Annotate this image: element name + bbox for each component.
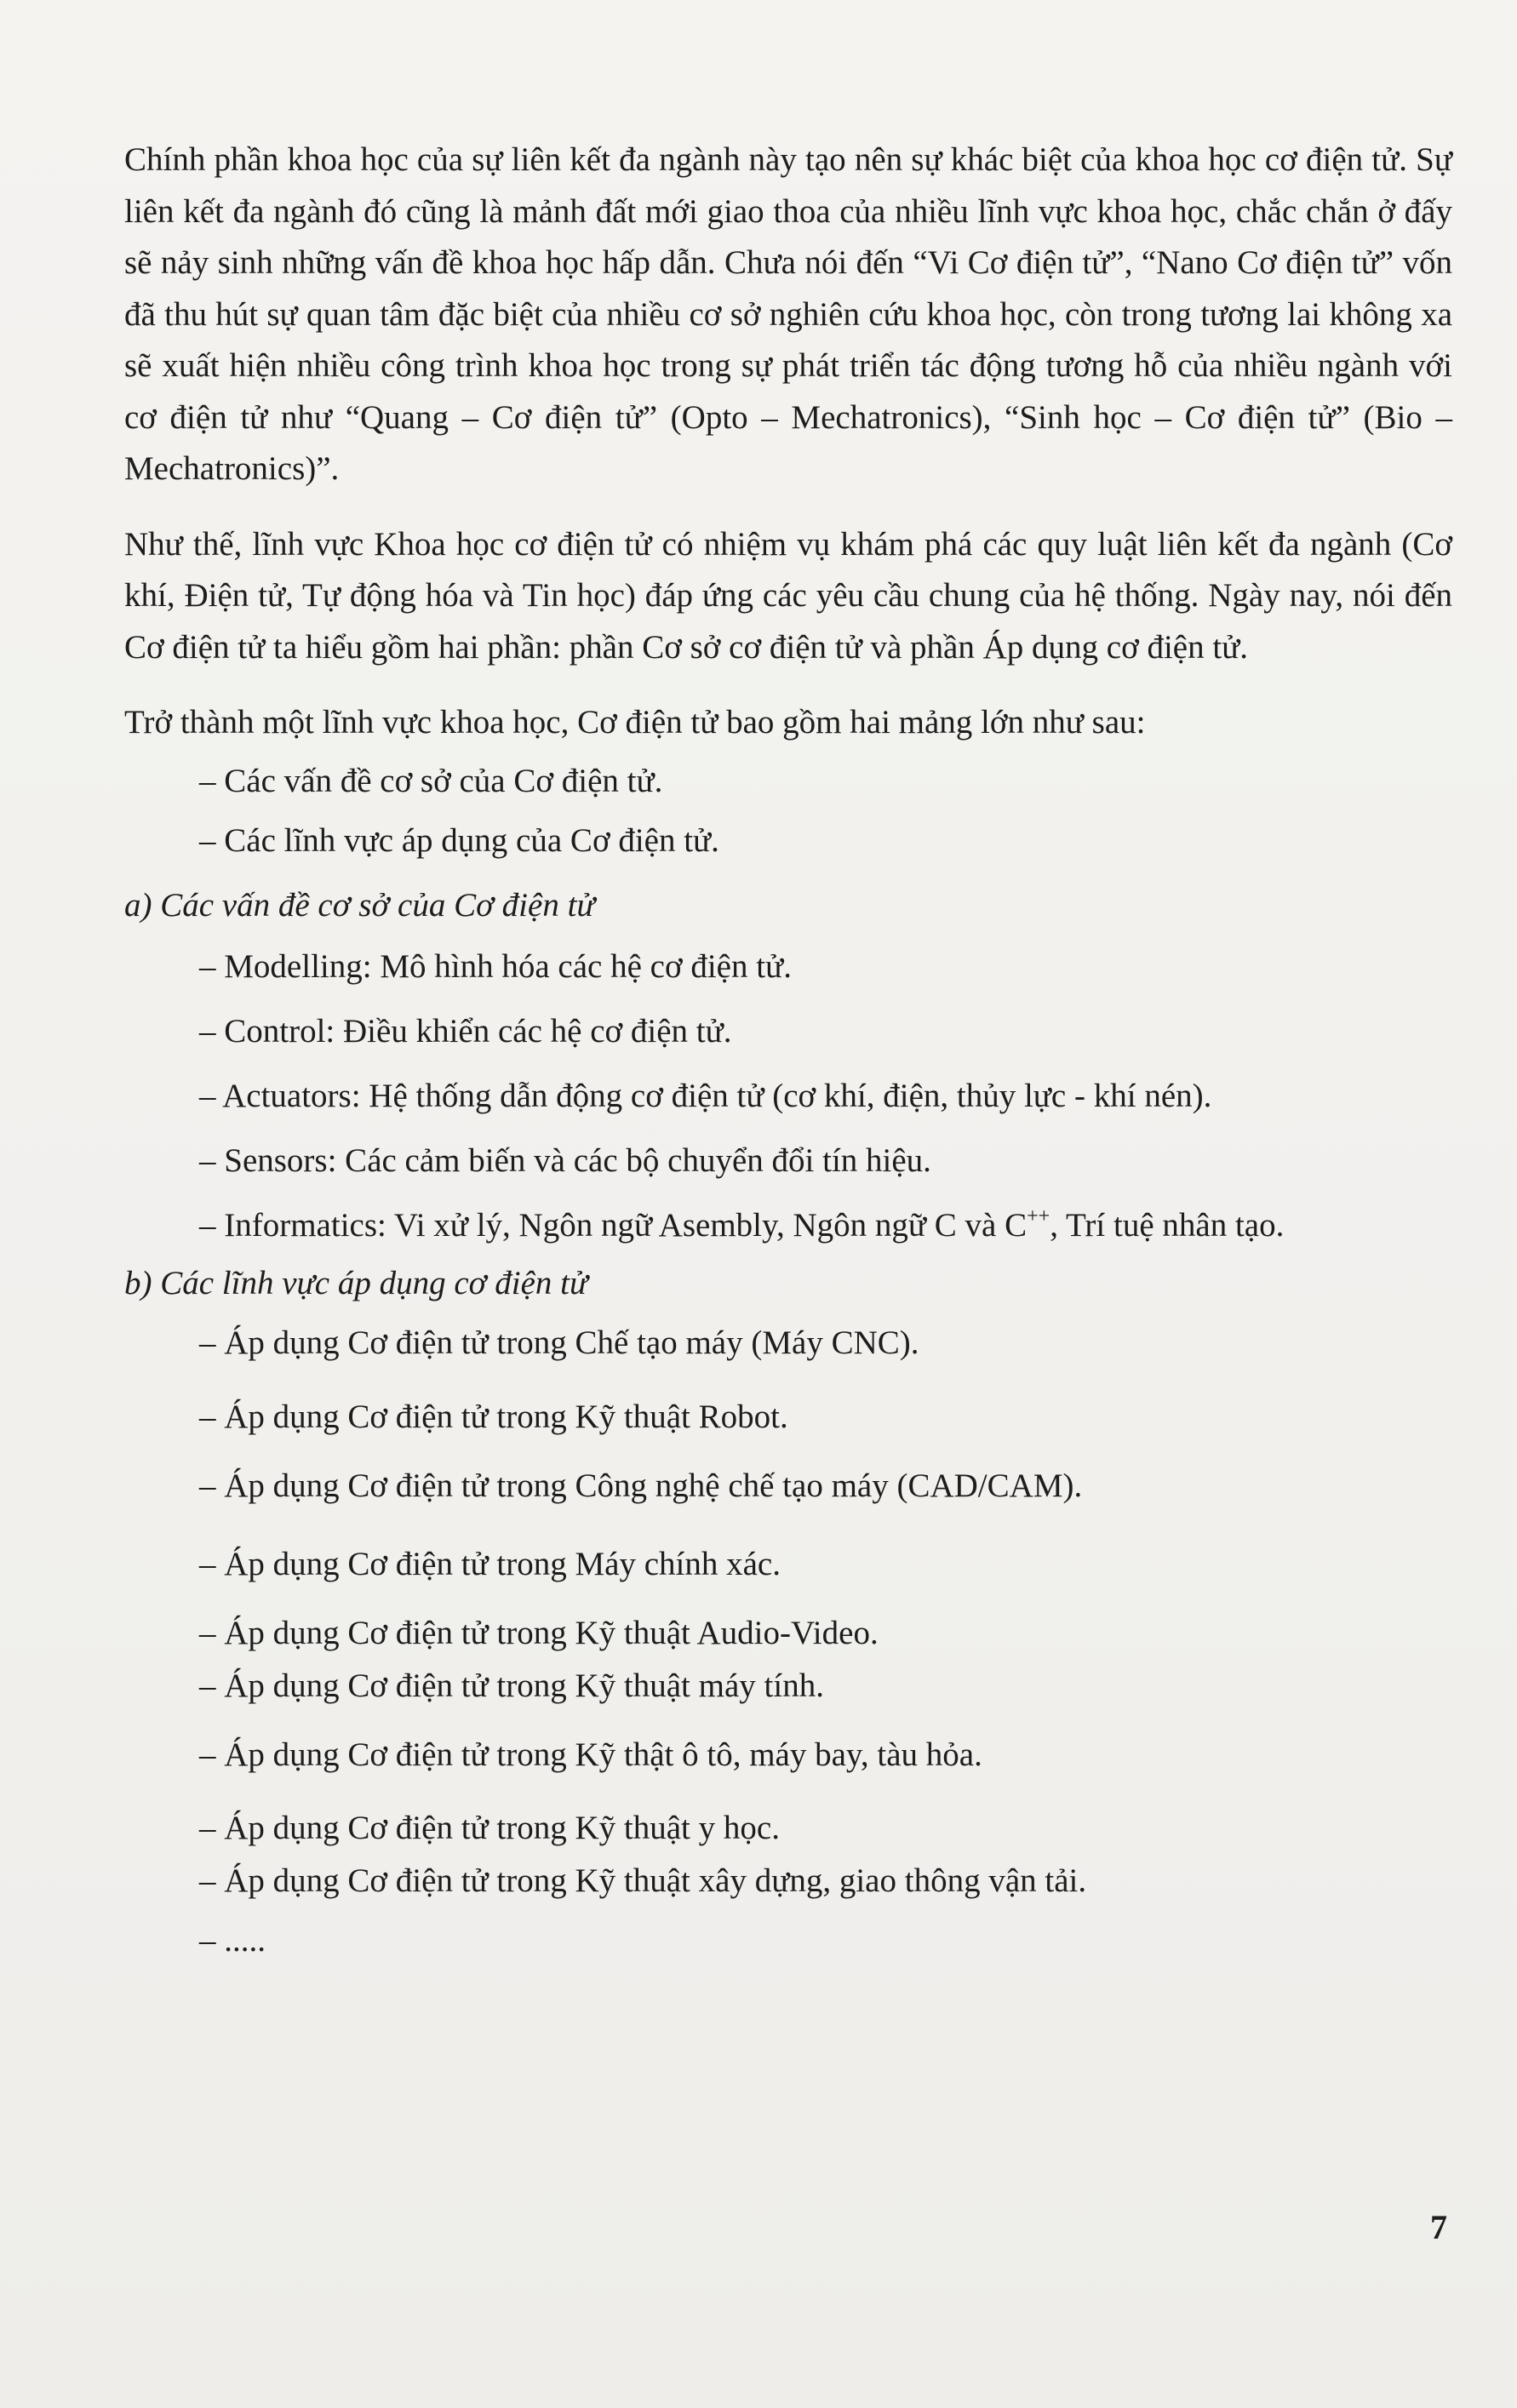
list-item: – Sensors: Các cảm biến và các bộ chuyển đổi tín hiệu. [199, 1141, 931, 1179]
paragraph-1: Chính phần khoa học của sự liên kết đa ngành này tạo nên sự khác biệt của khoa học cơ điện tử. Sự liên kết đa ngành đó cũng là mảnh đất mới giao thoa của nhiều lĩnh vực khoa học, chắc chắn ở đấy sẽ nảy sinh những vấn đề khoa học hấp dẫn. Chưa nói đến “Vi Cơ điện tử”, “Nano Cơ điện tử” vốn đã thu hút sự quan tâm đặc biệt của nhiều cơ sở nghiên cứu khoa học, còn trong tương lai không xa sẽ xuất hiện nhiều công trình khoa học trong sự phát triển tác động tương hỗ của nhiều ngành với cơ điện tử như “Quang – Cơ điện tử” (Opto – Mechatronics), “Sinh học – Cơ điện tử” (Bio – Mechatronics)”. [124, 141, 1452, 487]
list-item: – Modelling: Mô hình hóa các hệ cơ điện tử. [199, 947, 792, 985]
list-item: – Áp dụng Cơ điện tử trong Công nghệ chế tạo máy (CAD/CAM). [199, 1467, 1083, 1504]
list-item: – Actuators: Hệ thống dẫn động cơ điện tử (cơ khí, điện, thủy lực - khí nén). [199, 1077, 1212, 1114]
list-item-informatics [124, 1205, 1452, 1246]
list-item: – Áp dụng Cơ điện tử trong Kỹ thuật máy tính. [199, 1667, 824, 1704]
informatics-text-end: , Trí tuệ nhân tạo. [1050, 1206, 1285, 1244]
list-item: – Các vấn đề cơ sở của Cơ điện tử. [199, 762, 663, 799]
section-b-list [124, 1323, 1452, 1961]
section-b-heading: b) Các lĩnh vực áp dụng cơ điện tử [124, 1264, 588, 1301]
section-a-list [124, 947, 1452, 1246]
informatics-text: – Informatics: Vi xử lý, Ngôn ngữ Asembly, Ngôn ngữ C và C [199, 1206, 1028, 1244]
list-item: – Áp dụng Cơ điện tử trong Kỹ thuật y học. [199, 1809, 780, 1846]
overview-list [124, 761, 1452, 861]
list-item: – Áp dụng Cơ điện tử trong Chế tạo máy (Máy CNC). [199, 1324, 919, 1361]
list-item: – Áp dụng Cơ điện tử trong Kỹ thuật Audio-Video. [199, 1614, 879, 1651]
list-item: – Áp dụng Cơ điện tử trong Kỹ thật ô tô, máy bay, tàu hỏa. [199, 1736, 982, 1773]
list-item: – ..... [199, 1921, 266, 1959]
superscript-plus-plus: ++ [1027, 1204, 1050, 1227]
list-item: – Các lĩnh vực áp dụng của Cơ điện tử. [199, 821, 719, 859]
list-item: – Control: Điều khiển các hệ cơ điện tử. [199, 1012, 732, 1050]
section-a-heading: a) Các vấn đề cơ sở của Cơ điện tử [124, 886, 595, 924]
paragraph-3: Trở thành một lĩnh vực khoa học, Cơ điện tử bao gồm hai mảng lớn như sau: [124, 704, 1146, 741]
page-number: 7 [1430, 2208, 1447, 2246]
page-content [124, 134, 1452, 1961]
list-item: – Áp dụng Cơ điện tử trong Máy chính xác. [199, 1545, 781, 1582]
list-item: – Áp dụng Cơ điện tử trong Kỹ thuật Robot. [199, 1398, 788, 1435]
paragraph-2: Như thế, lĩnh vực Khoa học cơ điện tử có nhiệm vụ khám phá các quy luật liên kết đa ngành (Cơ khí, Điện tử, Tự động hóa và Tin học) đáp ứng các yêu cầu chung của hệ thống. Ngày nay, nói đến Cơ điện tử ta hiểu gồm hai phần: phần Cơ sở cơ điện tử và phần Áp dụng cơ điện tử. [124, 525, 1452, 666]
list-item: – Áp dụng Cơ điện tử trong Kỹ thuật xây dựng, giao thông vận tải. [199, 1862, 1087, 1899]
